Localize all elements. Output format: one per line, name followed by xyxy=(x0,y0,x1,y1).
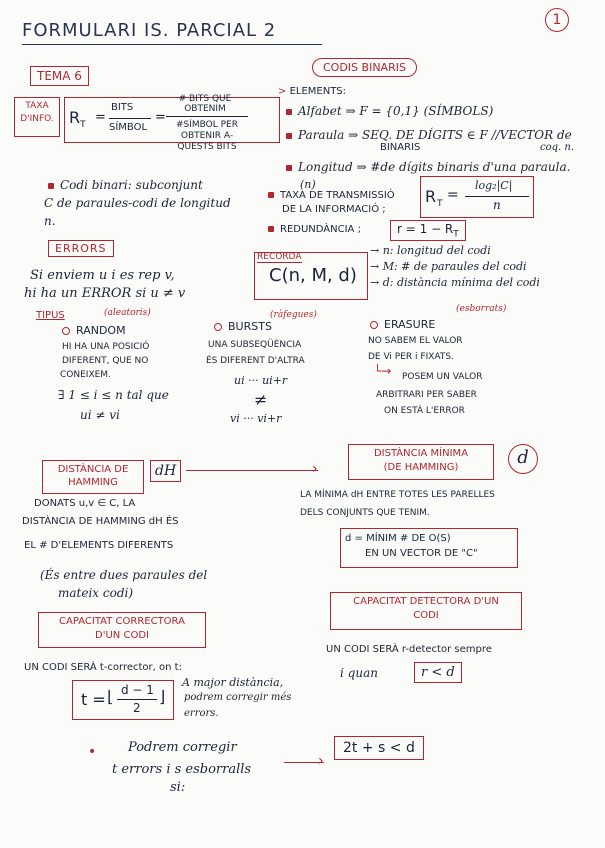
dh-title-box xyxy=(42,460,144,494)
rt-den: n xyxy=(493,198,501,212)
taxa-eq2: = xyxy=(155,110,166,125)
erasure-1: NO SABEM EL VALOR xyxy=(368,336,463,346)
recorda-label: RECORDA xyxy=(257,252,302,262)
erasure-3: POSEM UN VALOR xyxy=(402,372,483,382)
page-title: FORMULARI IS. PARCIAL 2 xyxy=(22,20,277,41)
alfabet-item: Alfabet ⇒ F = {0,1} (SÍMBOLS) xyxy=(286,104,493,118)
recorda-d: → d: distància mínima del codi xyxy=(370,276,540,289)
random-3: CONEIXEM. xyxy=(60,370,111,380)
dmin-symbol: d xyxy=(508,444,538,474)
codi-binari-line-2: C de paraules-codi de longitud xyxy=(44,196,231,210)
bursts-2: ÉS DIFERENT D'ALTRA xyxy=(206,356,305,366)
paraula-item: Paraula ⇒ SEQ. DE DÍGITS ∈ F //VECTOR de xyxy=(286,128,572,142)
taxa-num: # BITS QUE OBTENIM xyxy=(178,94,232,114)
recorda-m: → M: # de paraules del codi xyxy=(370,260,527,273)
longitud-item: Longitud ⇒ #de dígits binaris d'una paraula. xyxy=(286,160,570,174)
taxa-eq: = xyxy=(95,110,106,125)
elements-label: > ELEMENTS: xyxy=(278,86,347,97)
taxa-den-2: OBTENIR A- xyxy=(180,131,234,141)
taxa-fraction-bar xyxy=(109,118,151,119)
cd-title-1: CAPACITAT DETECTORA D'UN xyxy=(353,596,499,607)
taxa-label-box xyxy=(14,97,60,137)
taxa-den-3: QUESTS BITS xyxy=(177,142,237,152)
random-note: (aleatoris) xyxy=(104,308,151,318)
bursts-5: vi ··· vi+r xyxy=(230,412,282,425)
cc-formula-num: d − 1 xyxy=(121,683,154,697)
dmin-box-2: EN UN VECTOR DE "C" xyxy=(365,548,478,559)
dmin-title-1: DISTÀNCIA MÍNIMA xyxy=(373,448,469,459)
cc-title-box xyxy=(38,612,206,648)
codi-binari-line-1: Codi binari: subconjunt xyxy=(48,178,203,192)
cc-note-2: podrem corregir més xyxy=(184,692,292,703)
bullet-icon xyxy=(286,133,292,139)
cd-line-1: UN CODI SERÀ r-detector sempre xyxy=(326,644,492,655)
taxa-rt: R xyxy=(69,108,81,127)
erasure-4: ARBITRARI PER SABER xyxy=(376,390,477,400)
taxa-label-2: D'INFO. xyxy=(20,114,54,124)
taxa-label-1: TAXA xyxy=(25,101,49,111)
tipus-label: TIPUS xyxy=(36,310,65,321)
bursts-note: (ràfegues) xyxy=(270,310,317,320)
errors-line-1: Si enviem u i es rep v, xyxy=(30,268,175,283)
dh-arrow-line xyxy=(186,470,318,471)
cc-formula-box: t = ⌊ d − 1 2 ⌋ xyxy=(72,680,174,720)
taxa-transmissio-2: DE LA INFORMACIÓ ; xyxy=(282,204,386,215)
dh-line-1: DONATS u,v ∈ C, LA xyxy=(34,498,136,509)
page-number: 1 xyxy=(545,8,569,32)
circle-bullet-icon xyxy=(214,323,222,331)
errors-line-2: hi ha un ERROR si u ≠ v xyxy=(24,286,186,301)
cc-title-2: D'UN CODI xyxy=(95,630,149,641)
dh-note-2: mateix codi) xyxy=(58,586,134,600)
cc-title-1: CAPACITAT CORRECTORA xyxy=(59,616,185,627)
final-line-3: si: xyxy=(170,780,186,795)
erasure-note: (esborrats) xyxy=(456,304,507,314)
final-line-1: Podrem corregir xyxy=(128,740,237,755)
paraula-coq: coq. n. xyxy=(540,142,574,153)
bursts-3: ui ··· ui+r xyxy=(234,374,288,387)
recorda-formula: C(n, M, d) xyxy=(269,265,357,286)
taxa-num-bar xyxy=(166,116,248,117)
taxa-rt-sub: T xyxy=(80,120,86,131)
taxa-den xyxy=(166,120,248,153)
paraula-binaris: BINARIS xyxy=(380,142,421,153)
bullet-icon xyxy=(48,183,54,189)
random-title: RANDOM xyxy=(62,324,126,337)
taxa-den-1: #SÍMBOL PER xyxy=(175,120,238,130)
dh-symbol: dH xyxy=(150,460,181,482)
bursts-1: UNA SUBSEQÜÈNCIA xyxy=(208,340,302,350)
taxa-bits: BITS xyxy=(111,102,134,113)
circle-bullet-icon xyxy=(370,321,378,329)
erasure-5: ON ESTÀ L'ERROR xyxy=(384,406,465,416)
codis-binaris-title: CODIS BINARIS xyxy=(312,58,417,77)
circle-bullet-icon xyxy=(62,327,70,335)
dmin-title-2: (DE HAMMING) xyxy=(383,462,459,473)
dmin-box-1: d = MÍNIM # DE O(S) xyxy=(345,533,451,544)
erasure-title: ERASURE xyxy=(370,318,435,331)
codi-binari-line-3: n. xyxy=(44,214,56,228)
cc-note-3: errors. xyxy=(184,708,219,719)
errors-title: ERRORS xyxy=(48,240,114,257)
random-1: HI HA UNA POSICIÓ xyxy=(62,342,150,352)
dh-line-2: DISTÀNCIA DE HAMMING dH ÉS xyxy=(22,516,179,527)
taxa-simbol: SÍMBOL xyxy=(109,122,148,133)
final-bullet-icon: • xyxy=(88,744,97,760)
bullet-icon xyxy=(286,109,292,115)
rt-num: log₂|C| xyxy=(475,179,513,192)
random-2: DIFERENT, QUE NO xyxy=(62,356,149,366)
bursts-title: BURSTS xyxy=(214,320,272,333)
dmin-title-box xyxy=(348,444,494,480)
final-arrow-icon: › xyxy=(318,753,324,769)
tema-label: TEMA 6 xyxy=(30,66,89,86)
dh-line-3: EL # D'ELEMENTS DIFERENTS xyxy=(24,540,174,551)
random-4: ∃ 1 ≤ i ≤ n tal que xyxy=(58,388,169,402)
redundancia-label: REDUNDÀNCIA ; xyxy=(268,224,361,235)
bullet-icon xyxy=(268,192,274,198)
bullet-icon xyxy=(268,226,274,232)
rt-formula-box: R T = log₂|C| n xyxy=(420,176,534,218)
final-formula: 2t + s < d xyxy=(334,736,424,760)
dh-title-2: HAMMING xyxy=(68,477,118,488)
rt-left: R xyxy=(425,187,437,206)
cc-formula-left: t = xyxy=(81,690,106,709)
erasure-2: DE Vi PER i FIXATS. xyxy=(368,352,454,362)
cd-line-2: i quan xyxy=(340,666,378,680)
final-line-2: t errors i s esborralls xyxy=(112,762,252,777)
cc-formula-den: 2 xyxy=(133,701,141,715)
dmin-line-1: LA MÍNIMA dH ENTRE TOTES LES PARELLES xyxy=(300,490,495,500)
dh-note-1: (És entre dues paraules del xyxy=(40,568,208,582)
cc-line-1: UN CODI SERÀ t-corrector, on t: xyxy=(24,662,182,673)
dmin-box xyxy=(340,528,518,568)
recorda-box xyxy=(254,252,368,300)
dmin-line-2: DELS CONJUNTS QUE TENIM. xyxy=(300,508,430,518)
dh-title-1: DISTÀNCIA DE xyxy=(57,464,129,475)
random-5: ui ≠ vi xyxy=(80,408,120,422)
cd-title-2: CODI xyxy=(413,610,439,621)
taxa-transmissio-1: TAXA DE TRANSMISSIÓ xyxy=(268,190,395,201)
cd-formula: r < d xyxy=(414,662,462,683)
dh-arrow-icon: › xyxy=(312,461,318,477)
title-underline xyxy=(22,44,322,45)
cd-title-box xyxy=(330,592,522,630)
bursts-4: ≠ xyxy=(254,390,268,409)
bullet-icon xyxy=(286,165,292,171)
longitud-n: (n) xyxy=(300,178,316,191)
redundancia-formula: $r = 1 - R_T$ xyxy=(390,220,466,241)
recorda-n: → n: longitud del codi xyxy=(370,244,491,257)
cc-note-1: A major distància, xyxy=(182,676,284,689)
erasure-arrow-icon: └→ xyxy=(374,364,392,378)
